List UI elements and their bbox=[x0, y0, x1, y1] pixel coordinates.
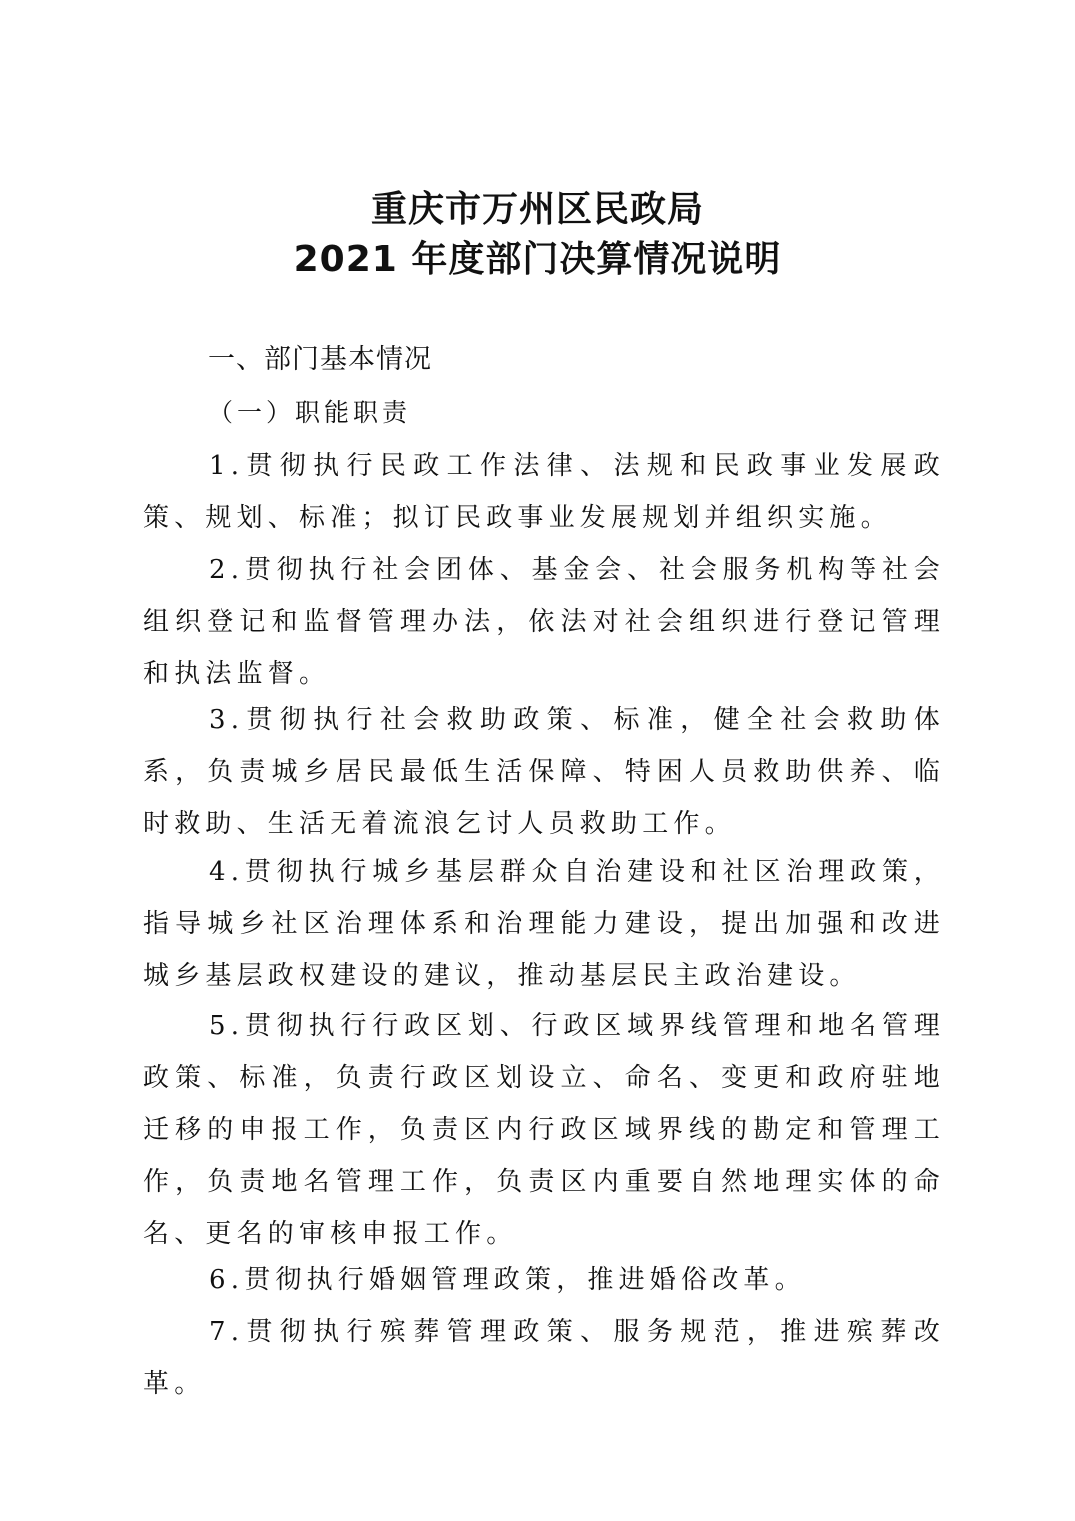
paragraph-5: 5.贯彻执行行政区划、行政区域界线管理和地名管理政策、标准，负责行政区划设立、命名、变更和政府驻地迁移的申报工作，负责区内行政区域界线的勘定和管理工作，负责地名管理工作，负责区内重要自然地理实体的命名、更名的审核申报工作。 bbox=[143, 1011, 945, 1249]
paragraph-2: 2.贯彻执行社会团体、基金会、社会服务机构等社会组织登记和监督管理办法，依法对社会组织进行登记管理和执法监督。 bbox=[143, 555, 945, 689]
paragraph-3: 3.贯彻执行社会救助政策、标准，健全社会救助体系，负责城乡居民最低生活保障、特困人员救助供养、临时救助、生活无着流浪乞讨人员救助工作。 bbox=[143, 705, 945, 839]
paragraph-6: 6.贯彻执行婚姻管理政策，推进婚俗改革。 bbox=[209, 1265, 806, 1295]
section-heading: 一、部门基本情况 bbox=[208, 344, 432, 375]
paragraph-4: 4.贯彻执行城乡基层群众自治建设和社区治理政策，指导城乡社区治理体系和治理能力建设，提出加强和改进城乡基层政权建设的建议，推动基层民主政治建设。 bbox=[143, 857, 945, 991]
document-title-line2: 2021 年度部门决算情况说明 bbox=[293, 239, 782, 280]
paragraph-7: 7.贯彻执行殡葬管理政策、服务规范，推进殡葬改革。 bbox=[143, 1317, 945, 1399]
paragraph-1: 1.贯彻执行民政工作法律、法规和民政事业发展政策、规划、标准；拟订民政事业发展规划并组织实施。 bbox=[143, 451, 945, 533]
sub-heading: （一）职能职责 bbox=[208, 398, 412, 427]
document-title-line1: 重庆市万州区民政局 bbox=[370, 189, 704, 230]
